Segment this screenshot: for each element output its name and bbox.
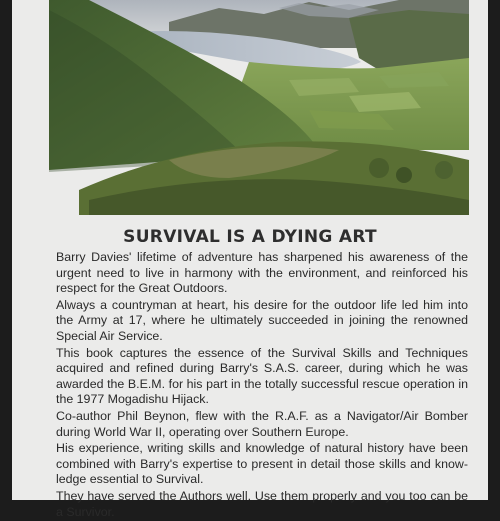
blurb-paragraph: His experience, writing skills and knowledge of natural history have been combined with Barry's expertise to present in detail those skills and knowledge essential to Survival. <box>56 441 468 487</box>
blurb-text <box>56 250 468 521</box>
blurb-paragraph: This book captures the essence of the Survival Skills and Techniques acquired and refined during Barry's S.A.S. career, during which he was awarded the B.E.M. for his part in the totally successful rescue operation in the 1977 Mogadishu Hijack. <box>56 345 468 407</box>
landscape-photo <box>49 0 469 215</box>
cover-heading: SURVIVAL IS A DYING ART <box>123 227 377 247</box>
blurb-paragraph: Barry Davies' lifetime of adventure has sharpened his awareness of the urgent need to live in harmony with the environment, and reinforced his respect for the Great Outdoors. <box>56 250 468 296</box>
blurb-paragraph: They have served the Authors well. Use them properly and you too can be a Survivor. <box>56 488 468 519</box>
blurb-paragraph: Co-author Phil Beynon, flew with the R.A.F. as a Navigator/Air Bomber during World War II, operating over Southern Europe. <box>56 408 468 439</box>
book-back-cover <box>12 0 488 519</box>
blurb-paragraph: Always a countryman at heart, his desire for the outdoor life led him into the Army at 17, where he ultimately succeeded in joining the renowned Special Air Service. <box>56 297 468 343</box>
